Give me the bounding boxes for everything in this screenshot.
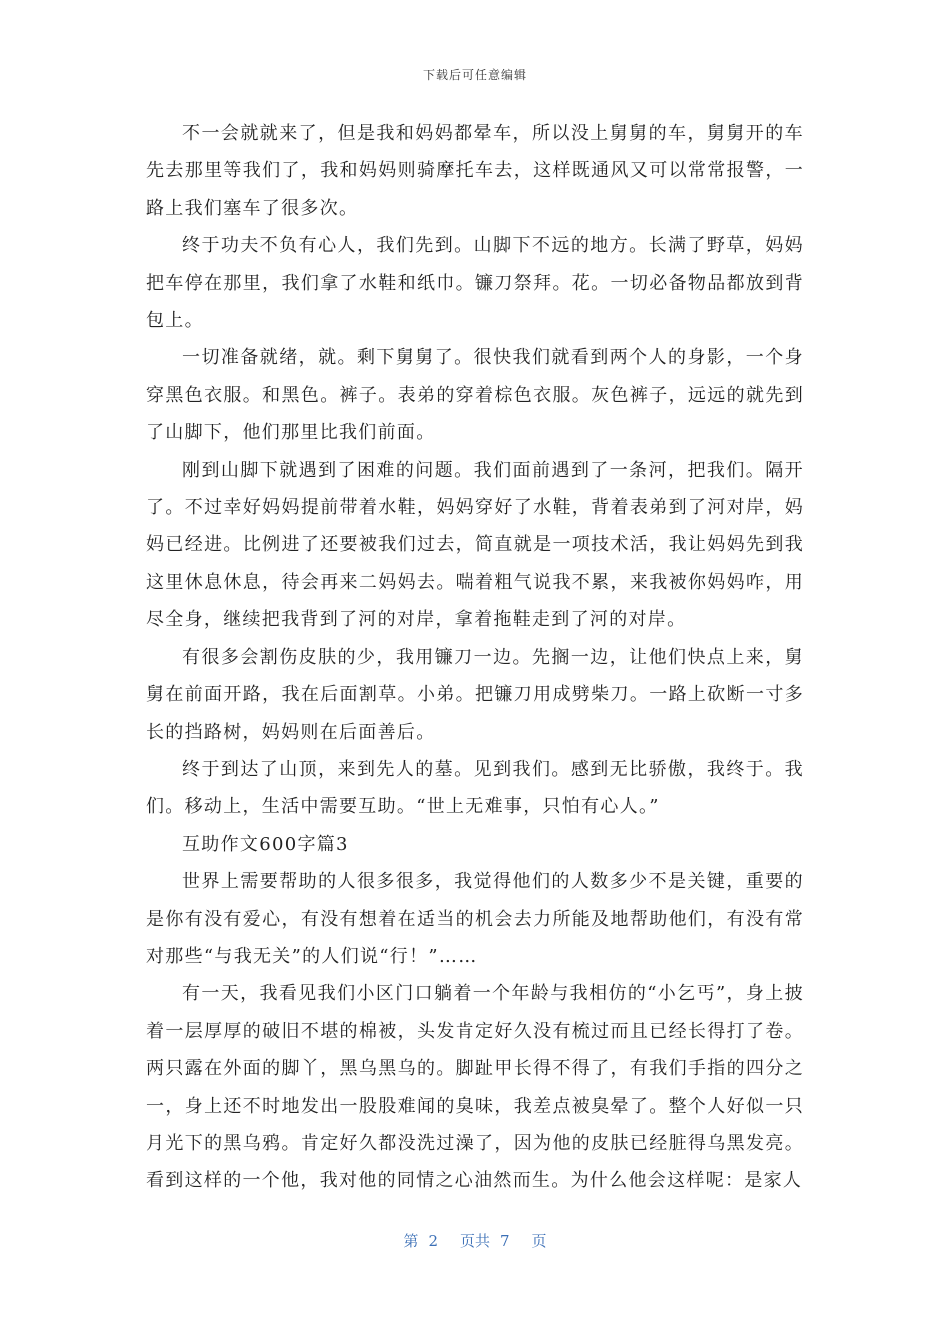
article-body bbox=[146, 115, 804, 1200]
page-footer bbox=[0, 1230, 950, 1251]
footer-current-page: 2 bbox=[428, 1232, 438, 1250]
paragraph: 有一天，我看见我们小区门口躺着一个年龄与我相仿的“小乞丐”，身上披着一层厚厚的破旧不堪的棉被，头发肯定好久没有梳过而且已经长得打了卷。两只露在外面的脚丫，黑乌黑乌的。脚趾甲长得不得了，有我们手指的四分之一，身上还不时地发出一股股难闻的臭味，我差点被臭晕了。整个人好似一只月光下的黑乌鸦。肯定好久都没洗过澡了，因为他的皮肤已经脏得乌黑发亮。看到这样的一个他，我对他的同情之心油然而生。为什么他会这样呢：是家人 bbox=[146, 983, 804, 1192]
paragraph: 不一会就就来了，但是我和妈妈都晕车，所以没上舅舅的车，舅舅开的车先去那里等我们了，我和妈妈则骑摩托车去，这样既通风又可以常常报警，一路上我们塞车了很多次。 bbox=[146, 123, 804, 219]
footer-suffix: 页 bbox=[531, 1232, 547, 1250]
paragraph: 有很多会割伤皮肤的少，我用镰刀一边。先搁一边，让他们快点上来，舅舅在前面开路，我在后面割草。小弟。把镰刀用成劈柴刀。一路上砍断一寸多长的挡路树，妈妈则在后面善后。 bbox=[146, 646, 804, 743]
paragraph: 终于功夫不负有心人，我们先到。山脚下不远的地方。长满了野草，妈妈把车停在那里，我们拿了水鞋和纸巾。镰刀祭拜。花。一切必备物品都放到背包上。 bbox=[146, 235, 804, 332]
page-header: 下载后可任意编辑 bbox=[422, 68, 527, 82]
footer-total-pages: 7 bbox=[500, 1232, 510, 1250]
paragraph: 刚到山脚下就遇到了困难的问题。我们面前遇到了一条河，把我们。隔开了。不过幸好妈妈提前带着水鞋，妈妈穿好了水鞋，背着表弟到了河对岸，妈妈已经进。比例进了还要被我们过去，简直就是一项技术活，我让妈妈先到我这里休息休息，待会再来二妈妈去。喘着粗气说我不累，来我被你妈妈咋，用尽全身，继续把我背到了河的对岸，拿着拖鞋走到了河的对岸。 bbox=[146, 459, 804, 631]
paragraph: 世界上需要帮助的人很多很多，我觉得他们的人数多少不是关键，重要的是你有没有爱心，有没有想着在适当的机会去力所能及地帮助他们，有没有常对那些“与我无关”的人们说“行！”…… bbox=[146, 871, 804, 967]
section-heading: 互助作文600字篇3 bbox=[182, 833, 349, 855]
footer-prefix: 第 bbox=[403, 1232, 419, 1250]
paragraph: 终于到达了山顶，来到先人的墓。见到我们。感到无比骄傲，我终于。我们。移动上，生活中需要互助。“世上无难事，只怕有心人。” bbox=[146, 758, 804, 818]
paragraph: 一切准备就绪，就。剩下舅舅了。很快我们就看到两个人的身影，一个身穿黑色衣服。和黑色。裤子。表弟的穿着棕色衣服。灰色裤子，远远的就先到了山脚下，他们那里比我们前面。 bbox=[146, 347, 804, 444]
footer-middle: 页共 bbox=[459, 1232, 490, 1250]
